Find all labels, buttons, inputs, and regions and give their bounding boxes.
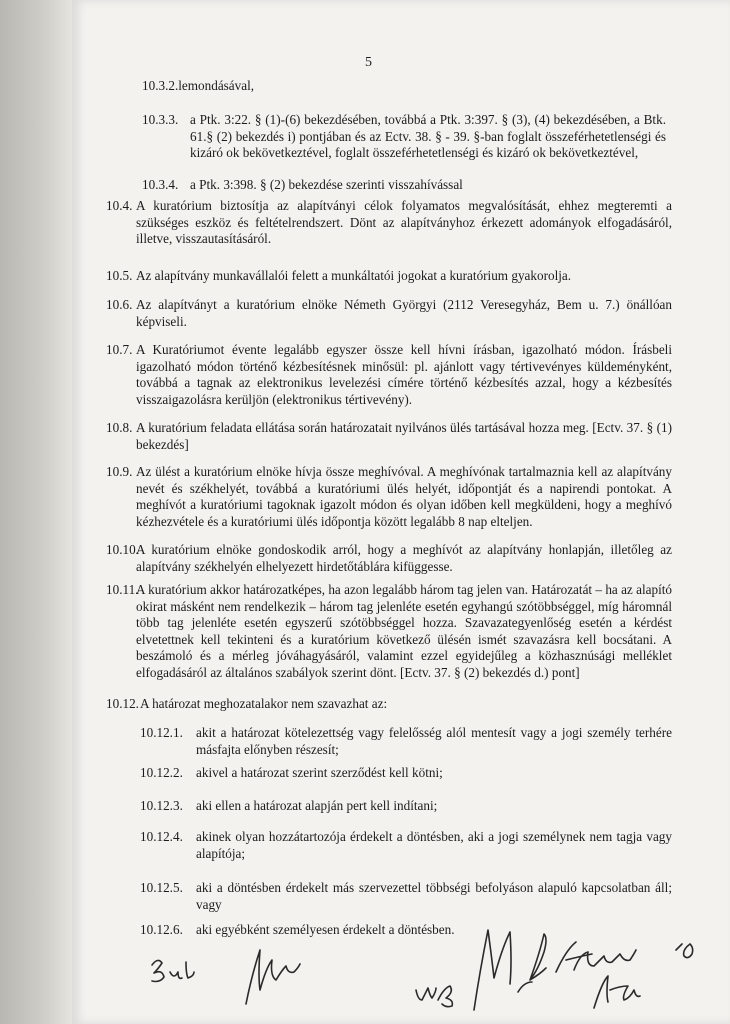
page-number: 5: [365, 55, 372, 70]
item-number: 10.3.4.: [142, 177, 179, 192]
item-text: A határozat meghozatalakor nem szavazhat az:: [140, 696, 388, 711]
item-number: 10.7.: [106, 342, 133, 357]
item-number: 10.3.3.: [142, 112, 179, 127]
item-text: a Ptk. 3:22. § (1)-(6) bekezdésében, továbbá a Ptk. 3:397. § (3), (4) bekezdésében, a Btk. 61.§ (2) bekezdés i) pontjában és az Ectv. 38. § - 39. §-ban foglalt összeférhetetlenségi és kizáró ok bekövetkeztével, foglalt összeférhetetlenségi és kizáró ok bekövetkeztével,: [190, 112, 666, 160]
item-text: Az alapítvány munkavállalói felett a munkáltatói jogokat a kuratórium gyakorolja.: [136, 268, 572, 283]
item-number: 10.6.: [106, 297, 133, 312]
item-text: a Ptk. 3:398. § (2) bekezdése szerinti visszahívással: [190, 177, 463, 192]
item-number: 10.12.2.: [140, 765, 183, 780]
item-text: Az alapítványt a kuratórium elnöke Németh Györgyi (2112 Veresegyház, Bem u. 7.) önállóan képviseli.: [136, 297, 672, 329]
item-number: 10.12.5.: [140, 880, 183, 895]
item-text: akivel a határozat szerint szerződést kell kötni;: [196, 765, 443, 780]
item-number: 10.12.: [106, 696, 139, 711]
item-number: 10.8.: [106, 420, 133, 435]
item-text: A kuratórium feladata ellátása során határozatait nyilvános ülés tartásával hozza meg. [Ectv. 37. § (1) bekezdés]: [136, 420, 672, 452]
item-text: lemondásával,: [178, 78, 255, 93]
item-text: A Kuratóriumot évente legalább egyszer össze kell hívni írásban, igazolható módon. Írásbeli igazolható módon történő kézbesítésnek minősül: pl. ajánlott vagy tértivevényes küldeményként, továbbá a tagnak az elektronikus levelezési címére történő kézbesítés azzal, hogy a kézbesítés visszaigazolásra kerüljön (elektronikus tértivevény).: [136, 342, 672, 407]
item-text: A kuratórium akkor határozatképes, ha azon legalább három tag jelen van. Határozatát – ha az alapító okirat másként nem rendelkezik – három tag jelenléte esetén egyhangú szótöbbséggel, míg háromnál több tag jelenléte esetén egyszerű szótöbbséggel hozza. Szavazategyenlőség esetén a kérdést elvetettnek kell tekinteni és a kuratórium következő ülésén ismét szavazásra kell bocsátani. A beszámoló és a mérleg jóváhagyásáról, valamint ezzel egyidejűleg a közhasznúsági melléklet elfogadásáról az általános szabályok szerint dönt. [Ectv. 37. § (2) bekezdés d.) pont]: [136, 582, 672, 680]
item-number: 10.10.: [106, 542, 139, 557]
item-number: 10.5.: [106, 268, 133, 283]
item-text: A kuratórium biztosítja az alapítványi célok folyamatos megvalósítását, ehhez megteremti a szükséges eszköz és feltételrendszert. Dönt az alapítványhoz érkezett adományok elfogadásáról, illetve, visszautasításáról.: [136, 198, 672, 246]
item-text: akinek olyan hozzátartozója érdekelt a döntésben, aki a jogi személynek nem tagja vagy alapítója;: [196, 829, 672, 861]
item-number: 10.12.4.: [140, 829, 183, 844]
item-text: aki egyébként személyesen érdekelt a döntésben.: [196, 922, 455, 937]
item-number: 10.11.: [106, 582, 139, 597]
item-text: akit a határozat kötelezettség vagy felelősség alól mentesít vagy a jogi személy terhére másfajta előnyben részesít;: [196, 725, 672, 757]
item-text: aki ellen a határozat alapján pert kell indítani;: [196, 798, 438, 813]
item-number: 10.4.: [106, 198, 133, 213]
item-text: Az ülést a kuratórium elnöke hívja össze meghívóval. A meghívónak tartalmaznia kell az alapítvány nevét és székhelyét, továbbá a kuratóriumi ülés helyét, időpontját és a napirendi pontokat. A meghívót a kuratóriumi tagoknak igazolt módon és olyan időben kell megküldeni, hogy a meghívó kézhezvétele és a kuratóriumi ülés időpontja között legalább 8 nap elteljen.: [136, 464, 672, 529]
item-number: 10.9.: [106, 464, 133, 479]
item-number: 10.3.2.: [142, 78, 179, 93]
item-text: aki a döntésben érdekelt más szervezettel többségi befolyáson alapuló kapcsolatban áll; vagy: [196, 880, 672, 912]
item-number: 10.12.1.: [140, 725, 183, 740]
item-text: A kuratórium elnöke gondoskodik arról, hogy a meghívót az alapítvány honlapján, illetőleg az alapítvány székhelyén elhelyezett hirdetőtáblára kifüggesse.: [136, 542, 672, 574]
item-number: 10.12.3.: [140, 798, 183, 813]
item-number: 10.12.6.: [140, 922, 183, 937]
list-item: [142, 78, 662, 95]
